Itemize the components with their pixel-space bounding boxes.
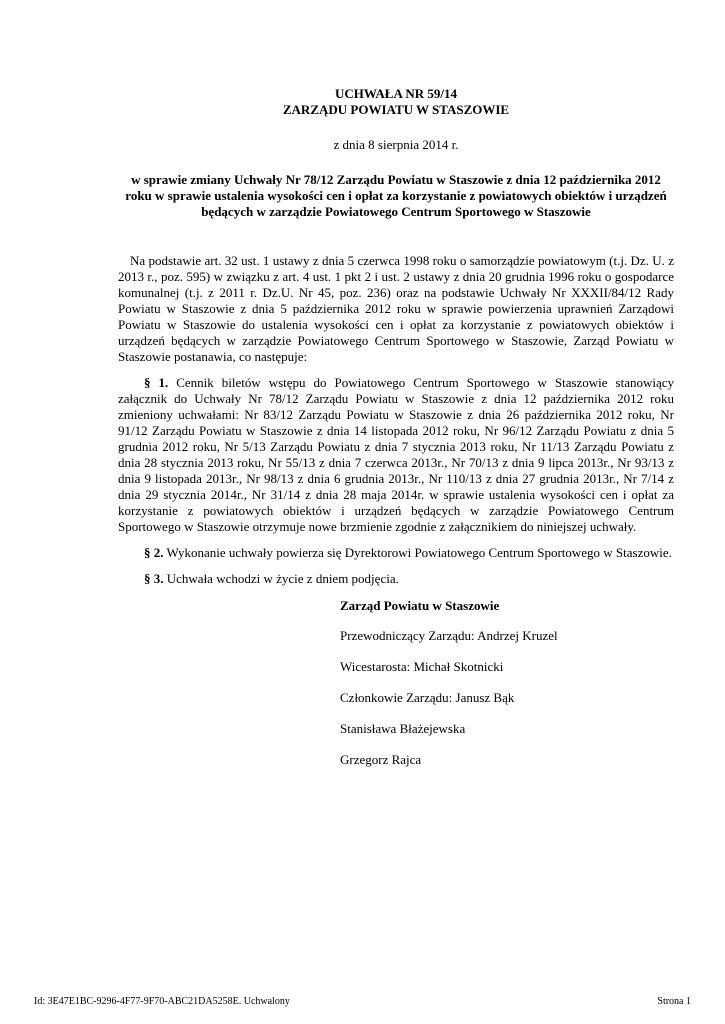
- document-title-line1: UCHWAŁA NR 59/14: [334, 86, 458, 101]
- document-title-line2: ZARZĄDU POWIATU W STASZOWIE: [282, 102, 510, 117]
- signature-member-2: Stanisława Błażejewska: [340, 721, 466, 736]
- paragraph-3-symbol: § 3.: [144, 571, 164, 586]
- document-preamble: Na podstawie art. 32 ust. 1 ustawy z dnia 5 czerwca 1998 roku o samorządzie powiatowym (t.j. Dz. U. z 2013 r., poz. 595) w związku z art. 4 ust. 1 pkt 2 i ust. 2 ustawy z dnia 20 grudnia 1996 roku o gospodarce komunalnej (t.j. z 2011 r. Dz.U. Nr 45, poz. 236) oraz na podstawie Uchwały Nr XXXII/84/12 Rady Powiatu w Staszowie z dnia 5 października 2012 roku w sprawie powierzenia uprawnień Zarządowi Powiatu w Staszowie do ustalenia wysokości cen i opłat za korzystanie z powiatowych obiektów i urządzeń będących w zarządzie Powiatowego Centrum Sportowego w Staszowie, Zarząd Powiatu w Staszowie postanawia, co następuje:: [118, 253, 674, 364]
- paragraph-3: [118, 571, 674, 587]
- signature-heading: Zarząd Powiatu w Staszowie: [340, 598, 500, 613]
- paragraph-1-text: Cennik biletów wstępu do Powiatowego Centrum Sportowego w Staszowie stanowiący załącznik do Uchwały Nr 78/12 Zarządu Powiatu w Staszowie z dnia 12 października 2012 roku zmieniony uchwałami: Nr 83/12 Zarządu Powiatu w Staszowie z dnia 26 października 2012 roku, Nr 91/12 Zarządu Powiatu w Staszowie z dnia 14 listopada 2012 roku, Nr 96/12 Zarządu Powiatu z dnia 5 grudnia 2012 roku, Nr 5/13 Zarządu Powiatu z dnia 7 stycznia 2013 roku, Nr 11/13 Zarządu Powiatu z dnia 28 stycznia 2013 roku, Nr 55/13 z dnia 7 czerwca 2013r., Nr 70/13 z dnia 9 lipca 2013r., Nr 93/13 z dnia 9 listopada 2013r., Nr 98/13 z dnia 6 grudnia 2013r., Nr 110/13 z dnia 27 grudnia 2013r., Nr 7/14 z dnia 29 stycznia 2014r., Nr 31/14 z dnia 28 maja 2014r. w sprawie ustalenia wysokości cen i opłat za korzystanie z powiatowych obiektów i urządzeń będących w zarządzie Powiatowego Centrum Sportowego w Staszowie otrzymuje nowe brzmienie zgodnie z załącznikiem do niniejszej uchwały.: [118, 375, 675, 534]
- paragraph-1-symbol: § 1.: [144, 375, 169, 390]
- paragraph-2-symbol: § 2.: [144, 545, 164, 560]
- signature-member-3: Grzegorz Rajca: [340, 752, 422, 767]
- footer-document-id: Id: 3E47E1BC-9296-4F77-9F70-ABC21DA5258E. Uchwalony: [34, 996, 290, 1007]
- signature-vice: Wicestarosta: Michał Skotnicki: [340, 659, 504, 674]
- document-date: z dnia 8 sierpnia 2014 r.: [333, 137, 459, 152]
- paragraph-3-text: Uchwała wchodzi w życie z dniem podjęcia.: [166, 571, 399, 586]
- signature-chairman: Przewodniczący Zarządu: Andrzej Kruzel: [340, 628, 558, 643]
- footer-page-number: Strona 1: [657, 996, 691, 1007]
- document-body: [118, 86, 674, 587]
- paragraph-2: [118, 545, 674, 561]
- paragraph-2-text: Wykonanie uchwały powierza się Dyrektorowi Powiatowego Centrum Sportowego w Staszowie.: [166, 545, 672, 560]
- signature-members: Członkowie Zarządu: Janusz Bąk: [340, 690, 515, 705]
- paragraph-1: [118, 375, 674, 535]
- document-subject: w sprawie zmiany Uchwały Nr 78/12 Zarządu Powiatu w Staszowie z dnia 12 października 2012 roku w sprawie ustalenia wysokości cen i opłat za korzystanie z powiatowych obiektów i urządzeń będących w zarządzie Powiatowego Centrum Sportowego w Staszowie: [125, 172, 667, 219]
- signature-block: [340, 598, 670, 783]
